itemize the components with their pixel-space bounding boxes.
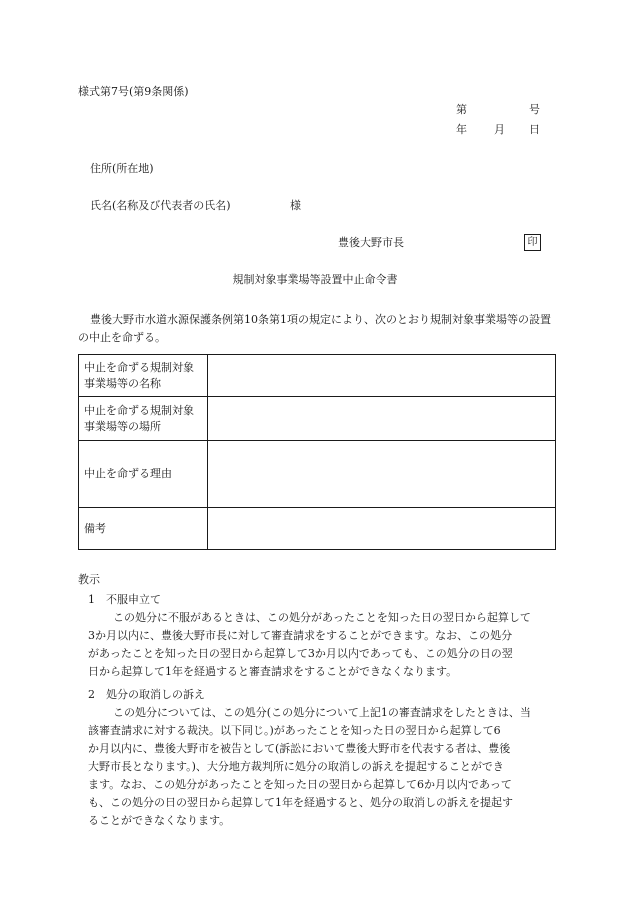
body-line: 該審査請求に対する裁決。以下同じ。)があったことを知った日の翌日から起算して6 — [88, 724, 501, 737]
table-row — [79, 397, 556, 441]
row-value — [208, 441, 556, 508]
document-title: 規制対象事業場等設置中止命令書 — [232, 273, 398, 286]
number-suffix: 号 — [529, 103, 540, 116]
instructions-heading: 教示 — [78, 573, 100, 586]
body-line: この処分に不服があるときは、この処分があったことを知った日の翌日から起算して — [113, 611, 531, 624]
body-line: か月以内に、豊後大野市を被告として(訴訟において豊後大野市を代表する者は、豊後 — [88, 742, 511, 755]
row-label-line: 備考 — [84, 521, 106, 535]
instruction-item-body — [88, 704, 556, 830]
row-label-line: 中止を命ずる規制対象 — [84, 403, 194, 417]
body-line: ます。なお、この処分があったことを知った日の翌日から起算して6か月以内であって — [88, 778, 512, 791]
row-label-line: 事業場等の名称 — [84, 376, 161, 390]
row-label-line: 中止を命ずる規制対象 — [84, 360, 194, 374]
order-table — [78, 354, 556, 550]
row-value — [208, 355, 556, 397]
honorific: 様 — [290, 199, 301, 212]
date-day: 日 — [529, 123, 540, 136]
table-row — [79, 441, 556, 508]
row-value — [208, 508, 556, 550]
instruction-item-body — [88, 609, 556, 681]
date-year: 年 — [456, 123, 467, 136]
body-line: も、この処分の日の翌日から起算して1年を経過すると、処分の取消しの訴えを提起す — [88, 796, 513, 809]
date-month: 月 — [494, 123, 505, 136]
row-value — [208, 397, 556, 441]
body-line: ることができなくなります。 — [88, 814, 231, 827]
body-line: 日から起算して1年を経過すると審査請求をすることができなくなります。 — [88, 665, 458, 678]
intro-paragraph: 豊後大野市水道水源保護条例第10条第1項の規定により、次のとおり規制対象事業場等の設置の中止を命ずる。 — [78, 313, 551, 344]
row-label-line: 中止を命ずる理由 — [84, 467, 172, 480]
row-label-line: 事業場等の場所 — [84, 419, 161, 433]
issuer-mayor: 豊後大野市長 — [338, 236, 404, 249]
table-row — [79, 355, 556, 397]
row-label — [79, 441, 208, 508]
name-label: 氏名(名称及び代表者の氏名) — [90, 199, 231, 212]
body-line: 3か月以内に、豊後大野市長に対して審査請求をすることができます。なお、この処分 — [88, 629, 513, 642]
instruction-item-title: 1 不服申立て — [88, 593, 161, 606]
form-number: 様式第7号(第9条関係) — [78, 85, 189, 98]
row-label — [79, 397, 208, 441]
body-line: 大野市長となります。)、大分地方裁判所に処分の取消しの訴えを提起することができ — [88, 760, 504, 773]
address-label: 住所(所在地) — [90, 162, 154, 175]
instruction-item-title: 2 処分の取消しの訴え — [88, 688, 205, 701]
body-line: があったことを知った日の翌日から起算して3か月以内であっても、この処分の日の翌 — [88, 647, 513, 660]
number-prefix: 第 — [456, 103, 467, 116]
body-line: この処分については、この処分(この処分について上記1の審査請求をしたときは、当 — [113, 706, 531, 719]
row-label — [79, 355, 208, 397]
table-row — [79, 508, 556, 550]
seal-mark: 印 — [524, 234, 541, 251]
row-label — [79, 508, 208, 550]
